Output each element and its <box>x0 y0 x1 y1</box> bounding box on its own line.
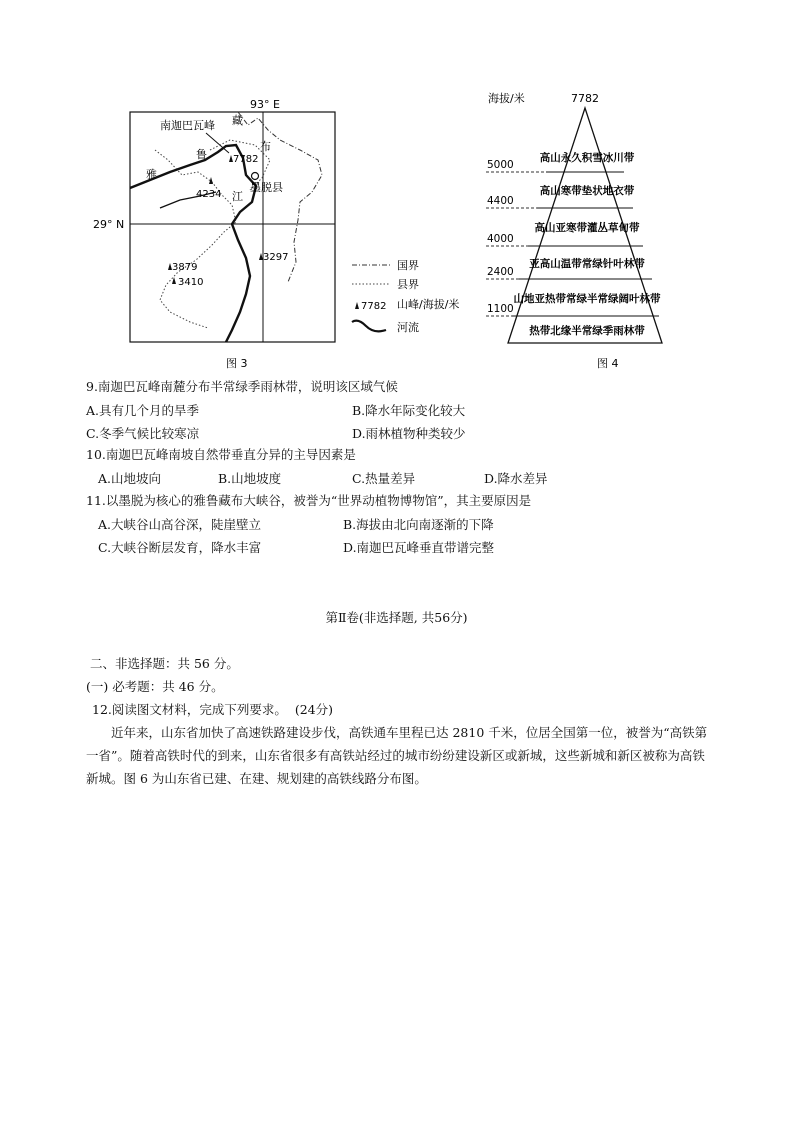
peak-3297-label: 3297 <box>263 252 289 263</box>
question-11-stem: 11.以墨脱为核心的雅鲁藏布大峡谷，被誉为“世界动植物博物馆”，其主要原因是 <box>86 493 532 508</box>
zone-label-2: 高山寒带垫状地衣带 <box>539 185 635 197</box>
question-11-option-d: D.南迦巴瓦峰垂直带谱完整 <box>343 540 495 555</box>
zone-label-5: 山地亚热带常绿半常绿阔叶林带 <box>513 293 661 305</box>
river-char-5: 江 <box>232 190 243 203</box>
question-9-option-d: D.雨林植物种类较少 <box>352 426 466 441</box>
question-10-option-d: D.降水差异 <box>484 471 548 486</box>
question-11-option-b: B.海拔由北向南逐渐的下降 <box>343 517 494 532</box>
peak-3879-label: 3879 <box>172 262 198 273</box>
section-2-line-2: (一) 必考题：共 46 分。 <box>86 679 224 694</box>
question-9-option-a: A.具有几个月的旱季 <box>86 403 200 418</box>
question-10-option-a: A.山地坡向 <box>98 471 162 486</box>
question-11-option-a: A.大峡谷山高谷深，陡崖壁立 <box>98 517 262 532</box>
question-10-option-b: B.山地坡度 <box>218 471 282 486</box>
zone-label-4: 亚高山温带常绿针叶林带 <box>529 258 645 270</box>
level-1100: 1100 <box>487 303 514 315</box>
section-2-line-1: 二、非选择题：共 56 分。 <box>90 656 239 671</box>
level-2400: 2400 <box>487 266 514 278</box>
peak-3410-label: 3410 <box>178 277 204 288</box>
question-10-option-c: C.热量差异 <box>352 471 416 486</box>
legend-river-label: 河流 <box>397 321 419 334</box>
question-11-option-c: C.大峡谷断层发育，降水丰富 <box>98 540 262 555</box>
legend-peak-label: 山峰/海拔/米 <box>397 298 460 311</box>
zone-label-6: 热带北缘半常绿季雨林带 <box>529 325 645 337</box>
peak-7782-label: 7782 <box>233 154 259 165</box>
question-12-paragraph: 近年来，山东省加快了高速铁路建设步伐，高铁通车里程已达 2810 千米，位居全国第一位，被誉为“高铁第一省”。随着高铁时代的到来，山东省很多有高铁站经过的城市纷纷建设新区或新城，这些新城和新区被称为高铁新城。图 6 为山东省已建、在建、规划建的高铁线路分布图。 <box>86 725 708 786</box>
summit-elevation: 7782 <box>571 92 599 105</box>
figure-4-vertical-zones <box>0 0 793 380</box>
river-char-3: 藏 <box>232 114 243 127</box>
question-9-option-b: B.降水年际变化较大 <box>352 403 466 418</box>
peak-name-label: 南迦巴瓦峰 <box>160 119 215 132</box>
river-char-2: 鲁 <box>196 148 207 161</box>
level-5000: 5000 <box>487 159 514 171</box>
zone-label-1: 高山永久积雪冰川带 <box>539 152 635 164</box>
question-12-stem: 12.阅读图文材料，完成下列要求。 (24分) <box>92 702 333 717</box>
figure-4-caption: 图 4 <box>597 357 619 370</box>
lon-label: 93° E <box>250 98 280 111</box>
section-2-title: 第Ⅱ卷(非选择题, 共56分) <box>325 610 468 625</box>
question-10-stem: 10.南迦巴瓦峰南坡自然带垂直分异的主导因素是 <box>86 447 356 462</box>
legend-county-border-label: 县界 <box>397 278 419 291</box>
zone-labels <box>514 151 661 337</box>
peak-4234-label: 4234 <box>196 189 222 200</box>
level-4400: 4400 <box>487 195 514 207</box>
county-name: 墨脱县 <box>250 181 283 194</box>
question-9-stem: 9.南迦巴瓦峰南麓分布半常绿季雨林带，说明该区域气候 <box>86 379 398 394</box>
level-4000: 4000 <box>487 233 514 245</box>
lat-label: 29° N <box>93 218 125 231</box>
legend-peak-value: 7782 <box>361 301 387 312</box>
figure-3-caption: 图 3 <box>226 357 248 370</box>
altitude-axis-label: 海拔/米 <box>488 92 525 105</box>
river-char-4: 布 <box>260 140 271 153</box>
zone-label-3: 高山亚寒带灌丛草甸带 <box>534 222 640 234</box>
legend-national-border-label: 国界 <box>397 259 419 272</box>
river-char-1: 雅 <box>146 168 157 181</box>
question-9-option-c: C.冬季气候比较寒凉 <box>86 426 200 441</box>
